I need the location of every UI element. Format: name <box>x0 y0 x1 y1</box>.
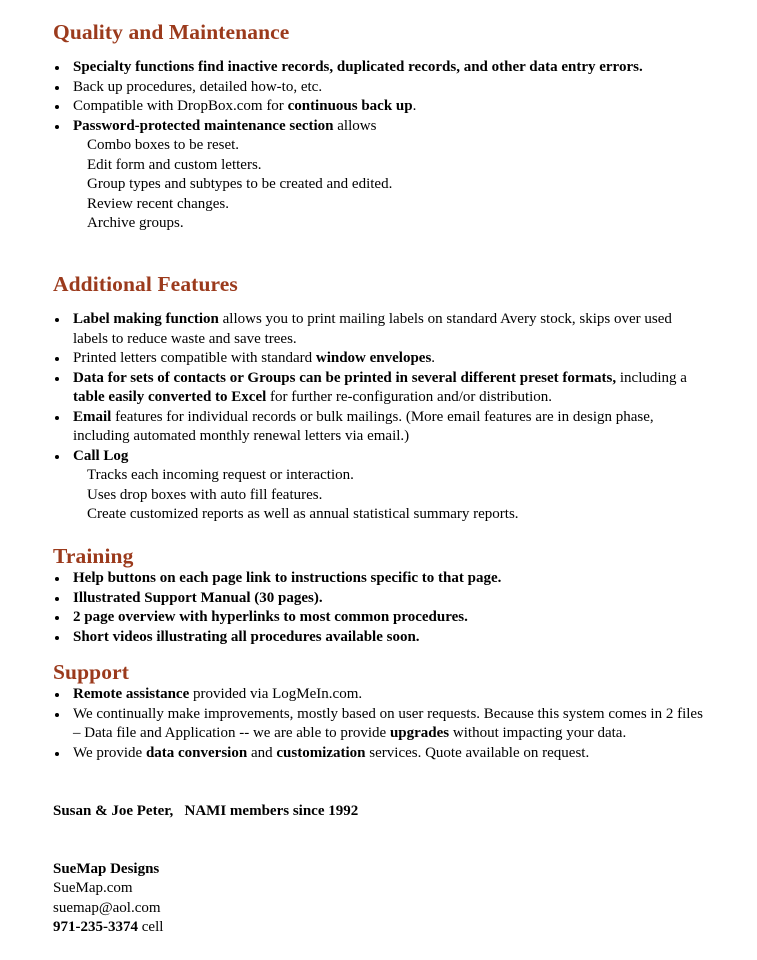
list-item <box>53 447 703 525</box>
item-bold: Remote assistance <box>73 686 190 702</box>
item-bold: Password-protected maintenance section <box>73 117 334 134</box>
list-item <box>53 608 703 628</box>
item-bold: Illustrated Support Manual (30 pages). <box>73 589 323 606</box>
item-bold: 2 page overview with hyperlinks to most common procedures. <box>73 609 468 625</box>
website-link[interactable]: SueMap.com <box>53 880 133 896</box>
item-text: Specialty functions find inactive records, duplicated records, and other data entry errors. <box>73 59 643 75</box>
item-bold: customization <box>276 744 366 761</box>
sub-item: Review recent changes. <box>87 195 230 212</box>
item-bold: table easily converted to Excel <box>73 389 267 405</box>
item-text: Printed letters compatible with standard <box>73 350 316 366</box>
item-text: without impacting your data. <box>449 725 627 741</box>
item-text: . <box>431 350 436 366</box>
company-name: SueMap Designs <box>53 861 160 877</box>
list-item <box>53 310 703 349</box>
training-list <box>53 569 703 647</box>
item-text: features for individual records or bulk mailings. (More email features are in design phase, including automated monthly renewal letters via email.) <box>73 408 654 444</box>
item-text: provided via LogMeIn.com. <box>189 686 363 702</box>
item-text: Back up procedures, detailed how-to, etc. <box>73 78 323 95</box>
item-bold: Email <box>73 408 112 425</box>
sub-item: Combo boxes to be reset. <box>87 137 240 153</box>
section-heading-quality: Quality and Maintenance <box>53 20 290 44</box>
item-text: . <box>412 98 417 114</box>
item-text: Compatible with DropBox.com for <box>73 98 288 114</box>
list-item <box>53 744 703 764</box>
item-bold: data conversion <box>145 744 248 761</box>
item-text: including a <box>616 369 687 386</box>
item-text: We continually make improvements, mostly based on user requests. Because this system comes in 2 files – Data file and Application -- we are able to provide <box>73 705 703 741</box>
item-bold: Data for sets of contacts or Groups can be printed in several different preset formats, <box>73 369 617 386</box>
list-item <box>53 349 703 369</box>
list-item <box>53 58 703 78</box>
sub-item: Archive groups. <box>87 215 184 231</box>
sub-item: Create customized reports as well as annual statistical summary reports. <box>87 506 519 522</box>
item-bold: Call Log <box>73 447 129 464</box>
list-item <box>53 569 703 589</box>
signature-line: Susan & Joe Peter, NAMI members since 1992 <box>53 803 359 819</box>
item-text: and <box>247 744 277 761</box>
list-item <box>53 369 703 408</box>
phone-number: 971-235-3374 <box>53 919 138 935</box>
phone-line <box>53 918 163 938</box>
item-bold: continuous back up <box>287 98 413 114</box>
item-text: allows you to print mailing labels on standard Avery stock, skips over used labels to reduce waste and save trees. <box>73 311 672 347</box>
list-item <box>53 97 703 117</box>
item-bold: Help buttons on each page link to instructions specific to that page. <box>73 570 502 586</box>
item-text: We provide <box>73 744 146 761</box>
item-bold: Short videos illustrating all procedures available soon. <box>73 628 420 645</box>
item-bold: window envelopes <box>315 350 432 366</box>
item-text: allows <box>333 117 377 134</box>
sub-item: Edit form and custom letters. <box>87 156 262 173</box>
phone-suffix: cell <box>138 919 164 935</box>
sub-item: Uses drop boxes with auto fill features. <box>87 486 323 503</box>
item-text: for further re-configuration and/or distribution. <box>266 389 553 405</box>
list-item <box>53 408 703 447</box>
list-item <box>53 685 703 705</box>
email-link[interactable]: suemap@aol.com <box>53 900 161 916</box>
sub-item: Tracks each incoming request or interaction. <box>87 467 354 483</box>
list-item <box>53 117 703 234</box>
list-item <box>53 628 703 648</box>
support-list <box>53 685 703 763</box>
list-item <box>53 589 703 609</box>
quality-list <box>53 58 703 234</box>
list-item <box>53 78 703 98</box>
item-bold: Label making function <box>73 311 219 327</box>
section-heading-features: Additional Features <box>53 272 238 296</box>
list-item <box>53 705 703 744</box>
sub-item: Group types and subtypes to be created and edited. <box>87 176 393 192</box>
item-bold: upgrades <box>389 725 450 741</box>
section-heading-support: Support <box>53 660 129 684</box>
item-text: services. Quote available on request. <box>365 744 590 761</box>
features-list <box>53 310 703 525</box>
section-heading-training: Training <box>53 544 134 568</box>
